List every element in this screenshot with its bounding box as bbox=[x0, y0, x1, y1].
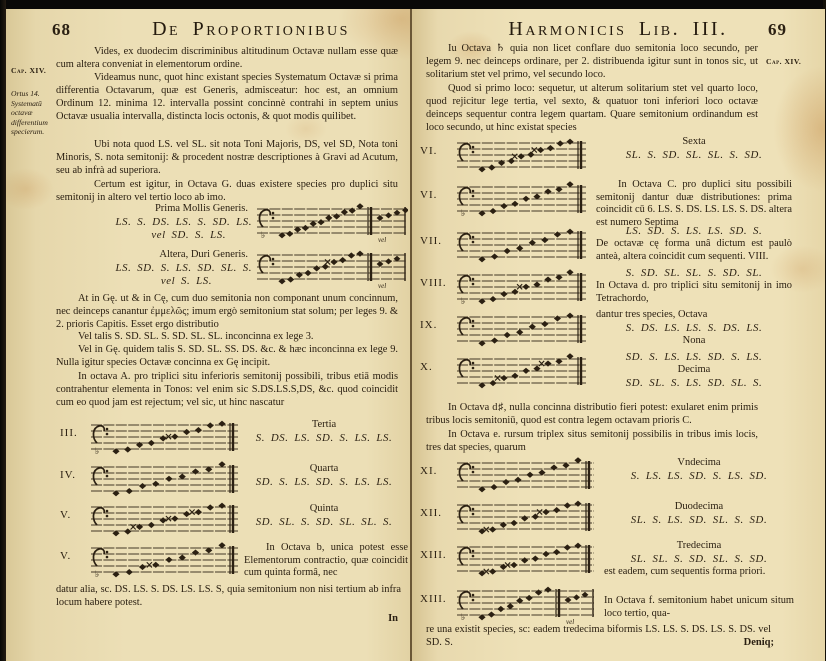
page-left bbox=[6, 9, 410, 661]
paragraph: In Octava d♯, nulla concinna distributio fieri potest: exularet enim primis tribus locis semitoniū, quod est contra legem octavam prioris C. bbox=[426, 402, 758, 426]
figure-numeral: X. bbox=[420, 361, 433, 373]
figure-numeral: VIII. bbox=[420, 277, 447, 289]
figure-numeral: VI. bbox=[420, 145, 438, 157]
figure-sequence: S. DS. LS. LS. S. DS. LS. bbox=[625, 321, 763, 334]
svg-text:♭: ♭ bbox=[95, 569, 100, 579]
figure-numeral: XII. bbox=[420, 507, 443, 519]
figure-numeral: V. bbox=[60, 509, 72, 521]
figure-sequence-vel: vel S. LS. bbox=[160, 274, 212, 287]
svg-text:♭: ♭ bbox=[261, 230, 266, 240]
figure-numeral: XI. bbox=[420, 465, 438, 477]
paragraph: Quod si primo loco: sequetur, ut alterum solitarium stet vel quarto loco, quod rejicitur lege tertia, vel sexto, & quatuor toni inferiori loco octavæ deinceps sequentur contra legem quartam. Quare semitonium ordinandum est loco secundo, ut hinc existat species bbox=[426, 83, 758, 133]
chapter-label: Cap. XIV. bbox=[11, 66, 47, 75]
figure-sequence: S. SD. SL. SL. S. SD. SL. bbox=[625, 267, 763, 279]
svg-text:♭: ♭ bbox=[461, 612, 466, 622]
figure-text: In Octava C. pro duplici situ possibili semitonij dantur duæ distributiones: prima coincidit cū 6. LS. S. DS. LS. LS. S. DS. altera est numero Septima bbox=[596, 179, 792, 228]
figure-title: Altera, Duri Generis. bbox=[159, 249, 248, 260]
figure-title: Duodecima bbox=[674, 501, 724, 512]
figure-numeral: IV. bbox=[60, 469, 76, 481]
music-staff bbox=[456, 179, 588, 230]
catchword-right: Deniq; bbox=[743, 637, 774, 648]
svg-text:vel: vel bbox=[378, 236, 387, 244]
running-header-left: De Proportionibus bbox=[152, 18, 350, 40]
paragraph: In Octava e. rursum triplex situs semitonij possibilis in tribus imis locis, tres dat species, quarum bbox=[426, 429, 758, 453]
paragraph: At in Gę. ut & in Cę, cum duo semitonia non componant unum concinnum, nec deinceps canantur ἐμμελῶς; imum ergò semitonium stat solum; per leges 9. & 2. prioris Capitis. Esset ergo distributio bbox=[56, 293, 398, 330]
figure-sequence: S. LS. LS. SD. S. LS. SD. bbox=[630, 469, 768, 482]
paragraph-continuation: re una existit species, sc: eadem tredecima biformis LS. LS. S. DS. LS. S. DS. vel SD. S. bbox=[426, 624, 771, 648]
figure-numeral: VI. bbox=[420, 189, 438, 201]
running-header-right: Harmonicis Lib. III. bbox=[508, 18, 728, 40]
figure-title: Nona bbox=[682, 334, 706, 346]
figure-numeral: IX. bbox=[420, 319, 438, 331]
paragraph: In octava A. pro triplici situ inferioris semitonij possibili, tribus etiā modis contrahentur elementa in Tonos: vel enim sic S.DS.LS.S,DS, &c. quod coincidit cum eo quod jam est rejectum; vel sic, ut hinc nascatur bbox=[56, 371, 398, 408]
svg-text:vel: vel bbox=[378, 282, 387, 290]
svg-text:vel: vel bbox=[566, 618, 575, 626]
figure-title: Sexta bbox=[682, 136, 706, 147]
catchword-left: In bbox=[388, 613, 398, 624]
figure-title: Quinta bbox=[309, 503, 339, 514]
figure-numeral: III. bbox=[60, 427, 78, 439]
figure-numeral: V. bbox=[60, 550, 72, 562]
figure-numeral: XIII. bbox=[420, 549, 447, 561]
figure-sequence: SD. SL. S. LS. SD. SL. S. bbox=[625, 376, 763, 389]
figure-title: Decima bbox=[677, 364, 711, 375]
paragraph: Vel in Gę. quidem talis S. SD. SL. SS. DS. &c. & hæc inconcinna ex lege 9. Nulla igitur species Octavæ concinna ex Gę incipit. bbox=[56, 344, 398, 368]
figure-altera-duri bbox=[56, 247, 408, 298]
music-staff bbox=[256, 247, 408, 298]
figure-octava-c bbox=[420, 179, 812, 230]
figure-sequence-vel: vel SD. S. LS. bbox=[151, 228, 226, 241]
figure-title: Vndecima bbox=[677, 457, 721, 468]
figure-sequence: SL. SL. S. SD. SL. S. SD. bbox=[630, 552, 768, 565]
svg-text:♭: ♭ bbox=[95, 446, 100, 456]
paragraph: Certum est igitur, in Octava G. duas existere species pro duplici situ semitonij in altero vel tertio loco ab imo. bbox=[56, 179, 398, 203]
music-staff bbox=[256, 201, 408, 252]
svg-text:♭: ♭ bbox=[461, 296, 466, 306]
svg-text:♭: ♭ bbox=[461, 208, 466, 218]
figure-sequence: LS. SD. S. LS. LS. SD. S. bbox=[625, 225, 763, 237]
figure-text: dantur tres species, Octava bbox=[596, 309, 708, 320]
music-staff bbox=[456, 351, 588, 402]
figure-text: est eadem, cum sequentis forma priori. bbox=[604, 565, 766, 577]
margin-note-chapter-left bbox=[11, 66, 57, 76]
paragraph: Iu Octava ♄ quia non licet conflare duo semitonia loco secundo, per legem 9. nec deinceps ordinare, per 2. distribuenda igitur sunt in tonos sic, ut solitarium stet vel primo, vel secundo loco. bbox=[426, 43, 758, 80]
page-right bbox=[410, 9, 825, 661]
figure-sequence: SD. SL. S. SD. SL. SL. S. bbox=[255, 515, 393, 528]
figure-sequence: S. DS. LS. SD. S. LS. LS. bbox=[255, 431, 393, 444]
figure-text: De octavæ cę forma unâ dictum est paulò anteà, altera coincidit cum sequenti. VIII. bbox=[596, 238, 792, 262]
figure-sequence: SL. S. LS. SD. SL. S. SD. bbox=[630, 513, 768, 526]
figure-sequence: SL. S. SD. SL. SL. S. SD. bbox=[625, 148, 763, 161]
page-number-left: 68 bbox=[52, 20, 71, 39]
figure-sequence: SD. S. LS. SD. S. LS. LS. bbox=[255, 475, 393, 488]
paragraph-continuation: datur alia, sc. DS. LS. S. DS. LS. LS. S, quia semitonium non nisi tertium ab infra locum habere potest. bbox=[56, 584, 401, 608]
figure-title: Quarta bbox=[309, 463, 339, 474]
figure-text: In Octava f. semitonium habet unicum situm loco tertio, qua- bbox=[604, 595, 794, 619]
margin-note-chapter-right bbox=[766, 57, 822, 67]
paragraph: Vides, ex duodecim discriminibus altitudinum Octavæ nullam esse quæ cum altera conveniat in elementorum ordine. bbox=[56, 46, 398, 70]
figure-decima bbox=[420, 351, 812, 402]
margin-note-side-left: Ortus 14. Systematū octavæ differentium specierum. bbox=[11, 89, 48, 136]
figure-numeral: XIII. bbox=[420, 593, 447, 605]
figure-text: In Octava d. pro triplici situ semitonij in imo Tetrachordo, bbox=[596, 280, 792, 304]
figure-numeral: VII. bbox=[420, 235, 443, 247]
paragraph: Vel talis S. SD. SL. S. SD. SL. SL. inconcinna ex lege 3. bbox=[78, 331, 314, 342]
figure-title: Prima Mollis Generis. bbox=[154, 203, 248, 214]
figure-sequence: LS. S. DS. LS. S. SD. LS. bbox=[115, 215, 252, 228]
figure-sequence: SD. S. LS. LS. SD. S. LS. bbox=[625, 351, 763, 363]
figure-sequence: LS. SD. S. LS. SD. SL. S. bbox=[115, 261, 252, 274]
paragraph: Videamus nunc, quot hinc existant species Systematum Octavæ si prima differentia Octavarum, quæ est Generis, admisceatur: hoc est, an omnium Ordinum 12. minima 12. intervalla possint concinnè contrahi in septem unius Octavæ usualia intervalla, distincta locis octonis, & quot modis quilibet. bbox=[56, 72, 398, 122]
figure-text: In Octava b, unica potest esse Elementorum contractio, quæ coincidit cum quinta formâ, nec bbox=[244, 542, 408, 579]
chapter-label: Cap. XIV. bbox=[766, 57, 802, 66]
figure-prima-mollis bbox=[56, 201, 408, 252]
paragraph: Ubi nota quod LS. vel SL. sit nota Toni Majoris, DS, vel SD, Nota toni Minoris, S. nota semitonij: & procedent nostræ descriptiones à Gravi ad Acutum, seu ab infrà ad superiora. bbox=[56, 139, 398, 176]
scan-border-top bbox=[0, 0, 826, 9]
figure-title: Tertia bbox=[311, 419, 337, 430]
page-number-right: 69 bbox=[768, 20, 787, 39]
figure-title: Tredecima bbox=[676, 540, 722, 551]
